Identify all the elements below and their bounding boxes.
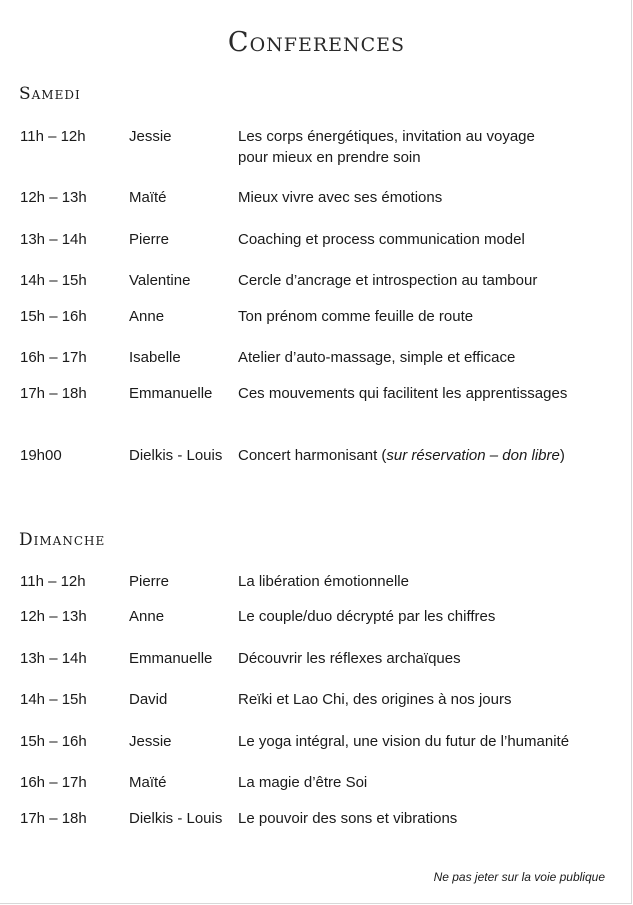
row-time: 14h – 15h — [20, 272, 87, 289]
concert-reservation-note: sur réservation – don libre — [386, 447, 560, 464]
row-speaker: Jessie — [129, 733, 172, 750]
row-speaker: Pierre — [129, 231, 170, 248]
row-topic: La libération émotionnelle — [238, 573, 409, 590]
row-time: 12h – 13h — [20, 189, 87, 206]
row-speaker: Pierre — [129, 573, 170, 590]
row-time: 12h – 13h — [20, 608, 87, 625]
row-speaker: Isabelle — [129, 349, 181, 366]
row-topic: Le yoga intégral, une vision du futur de l’humanité — [238, 733, 570, 750]
footer-note: Ne pas jeter sur la voie publique — [433, 870, 605, 884]
row-time: 19h00 — [20, 447, 62, 464]
row-speaker: Jessie — [129, 128, 172, 145]
row-time: 16h – 17h — [20, 349, 87, 366]
row-topic: Ces mouvements qui facilitent les apprentissages — [238, 385, 568, 402]
section-heading-dimanche: Dimanche — [19, 530, 106, 550]
row-time: 11h – 12h — [20, 573, 86, 590]
row-time: 13h – 14h — [20, 650, 87, 667]
concert-topic-close: ) — [559, 447, 565, 464]
section-heading-samedi: Samedi — [19, 84, 81, 104]
row-topic: Découvrir les réflexes archaïques — [238, 650, 461, 667]
row-time: 15h – 16h — [20, 308, 87, 325]
row-topic: Le pouvoir des sons et vibrations — [238, 810, 458, 827]
row-time: 13h – 14h — [20, 231, 87, 248]
row-topic: Coaching et process communication model — [238, 231, 525, 248]
row-topic: Ton prénom comme feuille de route — [238, 308, 474, 325]
row-time: 17h – 18h — [20, 810, 87, 827]
row-time: 17h – 18h — [20, 385, 87, 402]
row-speaker: David — [129, 691, 168, 708]
row-topic: La magie d’être Soi — [238, 774, 368, 791]
row-topic: Cercle d’ancrage et introspection au tambour — [238, 272, 538, 289]
row-topic — [238, 126, 623, 168]
page-title: Conferences — [227, 27, 406, 58]
row-topic-line1: Les corps énergétiques, invitation au voyage — [238, 128, 535, 145]
row-topic-line2: pour mieux en prendre soin — [238, 149, 421, 166]
row-topic: Atelier d’auto-massage, simple et efficace — [238, 349, 516, 366]
row-speaker: Dielkis - Louis — [129, 810, 223, 827]
row-time: 11h – 12h — [20, 128, 86, 145]
row-speaker: Emmanuelle — [129, 650, 213, 667]
row-speaker: Anne — [129, 608, 165, 625]
row-speaker: Maïté — [129, 774, 167, 791]
row-topic: Le couple/duo décrypté par les chiffres — [238, 608, 496, 625]
concert-topic-text: Concert harmonisant ( — [238, 447, 387, 464]
row-topic — [238, 445, 623, 466]
row-speaker: Dielkis - Louis — [129, 447, 223, 464]
row-speaker: Anne — [129, 308, 165, 325]
row-topic: Reïki et Lao Chi, des origines à nos jours — [238, 691, 512, 708]
row-speaker: Maïté — [129, 189, 167, 206]
row-time: 14h – 15h — [20, 691, 87, 708]
row-time: 15h – 16h — [20, 733, 87, 750]
row-speaker: Emmanuelle — [129, 385, 213, 402]
row-topic: Mieux vivre avec ses émotions — [238, 189, 443, 206]
row-time: 16h – 17h — [20, 774, 87, 791]
row-speaker: Valentine — [129, 272, 191, 289]
